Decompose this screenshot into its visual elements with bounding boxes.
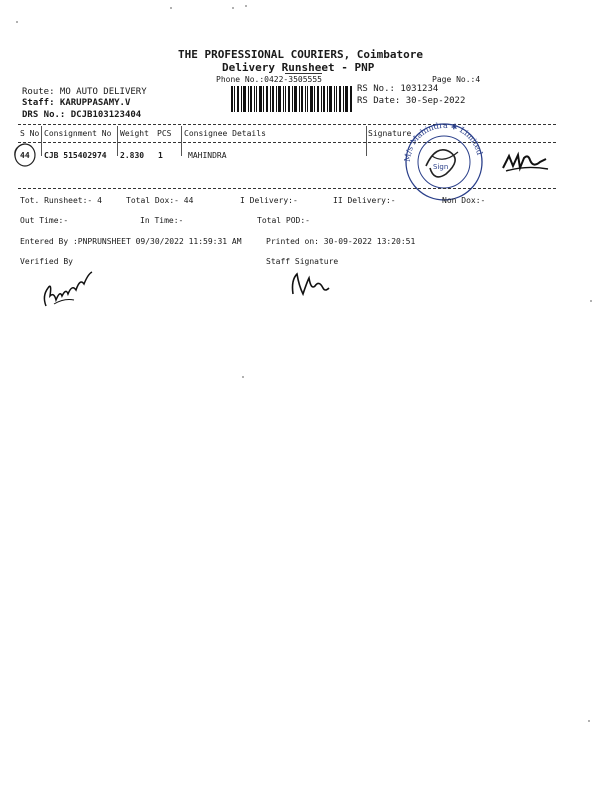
scan-speck — [170, 7, 172, 9]
col-divider — [366, 126, 367, 156]
verified-by-signature — [40, 266, 100, 312]
row-consignee: MAHINDRA — [188, 151, 227, 160]
col-header-signature: Signature — [368, 129, 412, 138]
rs-date: RS Date: 30-Sep-2022 — [357, 96, 466, 106]
title-underline — [285, 73, 322, 74]
out-time: Out Time:- — [20, 216, 69, 225]
i-delivery: I Delivery:- — [240, 196, 298, 205]
row-pcs: 1 — [158, 151, 163, 160]
document-title: Delivery Runsheet - PNP — [222, 61, 375, 74]
scan-speck — [242, 376, 244, 378]
col-header-sno: S No — [20, 129, 40, 138]
row-consignment-no: CJB 515402974 — [44, 151, 107, 160]
route: Route: MO AUTO DELIVERY — [22, 87, 147, 97]
summary-top-rule — [18, 188, 556, 189]
col-header-consignment: Consignment No — [44, 129, 112, 138]
stamp-ring-text: M/s Mahindra ✱ Limited — [402, 122, 485, 163]
non-dox: Non Dox:- — [442, 196, 486, 205]
col-header-weight: Weight — [120, 129, 149, 138]
col-divider — [41, 126, 42, 156]
scan-speck — [590, 300, 592, 302]
staff-signature-label: Staff Signature — [266, 257, 339, 266]
phone-number: Phone No.:0422-3505555 — [216, 75, 322, 84]
row-sno: 44 — [20, 151, 30, 160]
rs-number: RS No.: 1031234 — [357, 84, 439, 94]
scan-speck — [245, 5, 247, 7]
svg-text:M/s Mahindra ✱ Limited — [403, 122, 484, 162]
company-name: THE PROFESSIONAL COURIERS, Coimbatore — [178, 48, 424, 61]
col-header-pcs: PCS — [157, 129, 172, 138]
tot-runsheet: Tot. Runsheet:- 4 — [20, 196, 102, 205]
entered-by: Entered By :PNPRUNSHEET 09/30/2022 11:59:31 AM — [20, 237, 242, 246]
col-divider — [181, 126, 182, 156]
scan-speck — [16, 21, 18, 23]
row-weight: 2.830 — [120, 151, 145, 160]
verified-by-label: Verified By — [20, 257, 73, 266]
scan-speck — [232, 7, 234, 9]
page-number: Page No.:4 — [432, 75, 481, 84]
printed-on: Printed on: 30-09-2022 13:20:51 — [266, 237, 416, 246]
receiver-signature — [500, 150, 552, 176]
barcode — [231, 86, 353, 112]
hand-circle-mark — [12, 141, 38, 169]
col-divider — [117, 126, 118, 156]
total-dox: Total Dox:- 44 — [126, 196, 194, 205]
in-time: In Time:- — [140, 216, 184, 225]
staff-signature — [285, 266, 335, 302]
stamp-center-text: Sign — [433, 163, 449, 171]
total-pod: Total POD:- — [257, 216, 310, 225]
company-stamp — [396, 122, 492, 202]
scan-speck — [588, 720, 590, 722]
ii-delivery: II Delivery:- — [333, 196, 396, 205]
col-header-consignee: Consignee Details — [184, 129, 266, 138]
staff: Staff: KARUPPASAMY.V — [22, 98, 131, 108]
drs-number: DRS No.: DCJB103123404 — [22, 110, 142, 120]
